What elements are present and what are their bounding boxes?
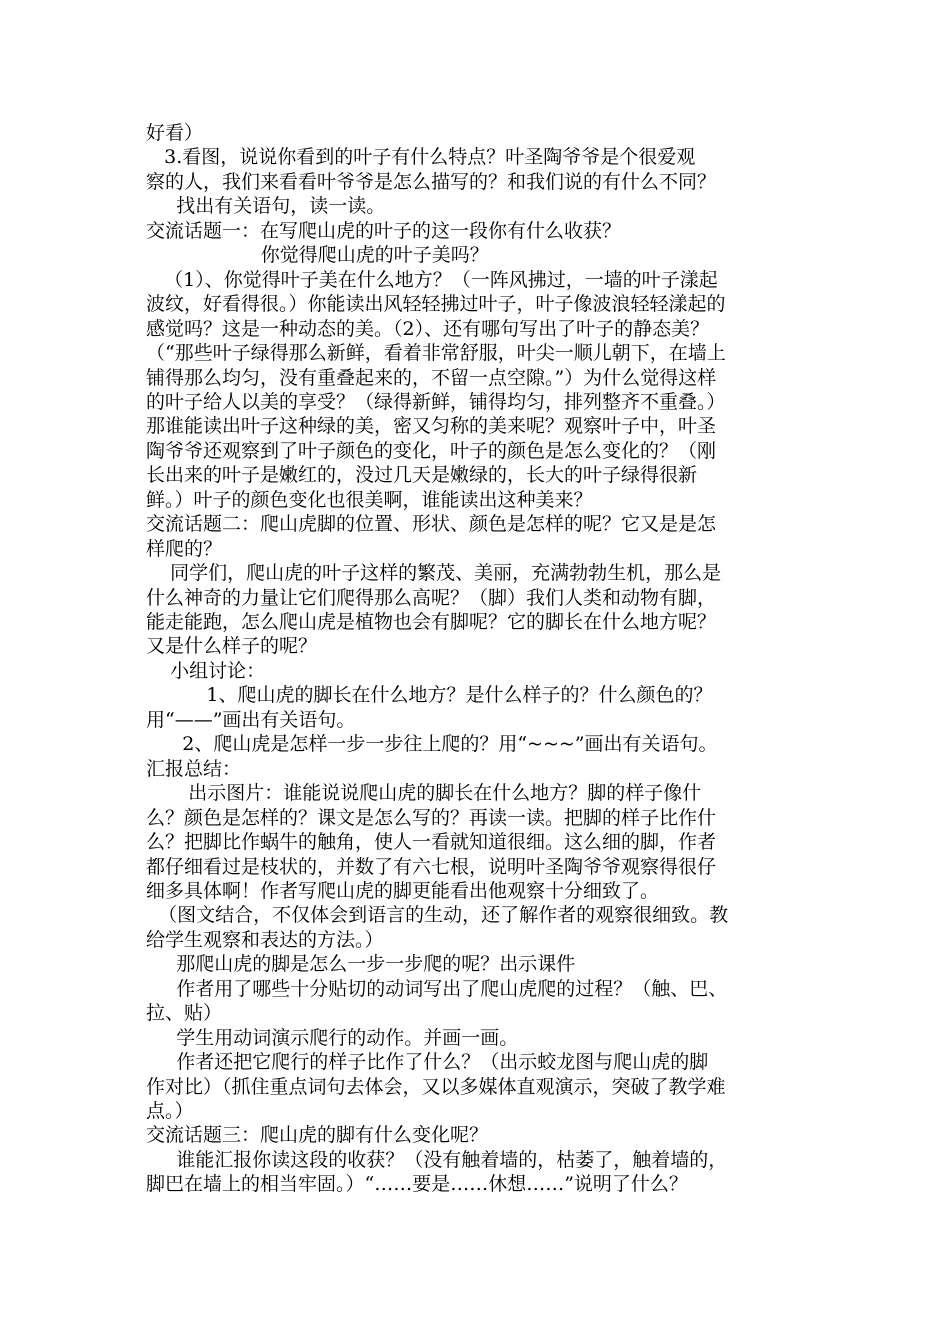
text-line: 找出有关语句，读一读。 [146, 195, 386, 218]
text-line: 你觉得爬山虎的叶子美吗？ [146, 244, 489, 267]
text-line: 脚巴在墙上的相当牢固。）“……要是……休想……”说明了什么？ [146, 1173, 688, 1196]
text-line: 么？颜色是怎样的？课文是怎么写的？再读一读。把脚的样子比作什 [146, 806, 717, 829]
text-line: 作者还把它爬行的样子比作了什么？（出示蛟龙图与爬山虎的脚 [146, 1051, 709, 1074]
text-line: 给学生观察和表达的方法。） [146, 928, 384, 951]
text-line: 什么神奇的力量让它们爬得那么高呢？（脚）我们人类和动物有脚， [146, 586, 717, 609]
text-line: 都仔细看过是枝状的，并数了有六七根，说明叶圣陶爷爷观察得很仔 [146, 855, 717, 878]
text-line: 那谁能读出叶子这种绿的美，密又匀称的美来呢？观察叶子中，叶圣 [146, 415, 717, 438]
text-line: 细多具体啊！作者写爬山虎的脚更能看出他观察十分细致了。 [146, 879, 660, 902]
text-line: 交流话题一：在写爬山虎的叶子的这一段你有什么收获？ [146, 219, 622, 242]
text-line: 交流话题三：爬山虎的脚有什么变化呢？ [146, 1124, 489, 1147]
text-line: 学生用动词演示爬行的动作。并画一画。 [146, 1026, 519, 1049]
text-line: 用“——”画出有关语句。 [146, 708, 356, 731]
text-line: 波纹，好看得很。）你能读出风轻轻拂过叶子，叶子像波浪轻轻漾起的 [146, 293, 726, 316]
text-line: 鲜。）叶子的颜色变化也很美啊，谁能读出这种美来？ [146, 488, 593, 511]
text-line: 同学们，爬山虎的叶子这样的繁茂、美丽，充满勃勃生机，那么是 [146, 562, 722, 585]
text-line: 点。） [146, 1100, 194, 1122]
text-line: 拉、贴） [146, 1002, 223, 1025]
text-line: 察的人，我们来看看叶爷爷是怎么描写的？和我们说的有什么不同？ [146, 170, 717, 193]
text-line: 能走能跑，怎么爬山虎是植物也会有脚呢？它的脚长在什么地方呢？ [146, 611, 717, 633]
text-line: 陶爷爷还观察到了叶子颜色的变化，叶子的颜色是怎么变化的？（刚 [146, 439, 717, 462]
text-line: 又是什么样子的呢？ [146, 635, 318, 658]
text-line: 汇报总结： [146, 757, 242, 780]
text-line: 样爬的？ [146, 537, 223, 560]
text-line: 小组讨论： [146, 659, 266, 682]
text-line: 那爬山虎的脚是怎么一步一步爬的呢？出示课件 [146, 953, 576, 976]
text-line: （1）、你觉得叶子美在什么地方？（一阵风拂过，一墙的叶子漾起 [146, 268, 718, 291]
text-line: 长出来的叶子是嫩红的，没过几天是嫩绿的，长大的叶子绿得很新 [146, 464, 698, 487]
text-line: 作对比）（抓住重点词句去体会，又以多媒体直观演示，突破了教学难 [146, 1075, 726, 1098]
text-line: 2、爬山虎是怎样一步一步往上爬的？用“~~~”画出有关语句。 [146, 733, 718, 756]
text-line: 1、爬山虎的脚长在什么地方？是什么样子的？什么颜色的？ [146, 684, 713, 707]
text-line: 3.看图，说说你看到的叶子有什么特点？叶圣陶爷爷是个很爱观 [146, 146, 696, 169]
text-line: 么？把脚比作蜗牛的触角，使人一看就知道很细。这么细的脚，作者 [146, 831, 717, 853]
text-line: 谁能汇报你读这段的收获？（没有触着墙的，枯萎了，触着墙的， [146, 1148, 728, 1171]
text-line: 交流话题二：爬山虎脚的位置、形状、颜色是怎样的呢？它又是是怎 [146, 513, 717, 536]
text-line: 作者用了哪些十分贴切的动词写出了爬山虎爬的过程？（触、巴、 [146, 977, 728, 1000]
text-line: （图文结合，不仅体会到语言的生动，还了解作者的观察很细致。教 [146, 904, 729, 927]
text-line: （“那些叶子绿得那么新鲜，看着非常舒服，叶尖一顺儿朝下，在墙上 [146, 342, 726, 364]
text-line: 感觉吗？这是一种动态的美。（2）、还有哪句写出了叶子的静态美？ [146, 317, 710, 340]
text-line: 好看） [146, 122, 204, 144]
text-line: 铺得那么均匀，没有重叠起来的，不留一点空隙。”）为什么觉得这样 [146, 366, 717, 389]
text-line: 的叶子给人以美的享受？（绿得新鲜，铺得均匀，排列整齐不重叠。） [146, 390, 726, 413]
text-line: 出示图片：谁能说说爬山虎的脚长在什么地方？脚的样子像什 [146, 782, 702, 805]
